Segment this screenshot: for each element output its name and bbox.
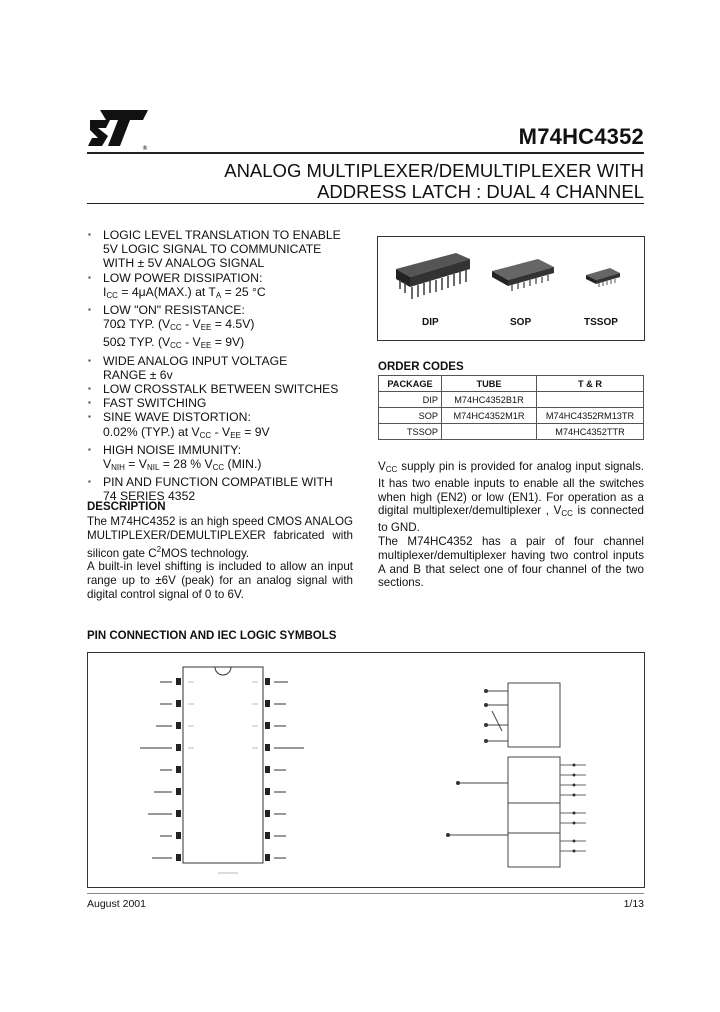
- pin-section-heading: PIN CONNECTION AND IEC LOGIC SYMBOLS: [87, 630, 337, 642]
- table-cell: M74HC4352B1R: [442, 392, 537, 408]
- feature-item: ▪ LOW CROSSTALK BETWEEN SWITCHES: [87, 382, 362, 396]
- column-header: PACKAGE: [379, 376, 442, 392]
- pin-diagram-box: [87, 652, 645, 888]
- table-cell: [537, 392, 644, 408]
- package-label-tssop: TSSOP: [584, 317, 618, 328]
- column-header: T & R: [537, 376, 644, 392]
- page-title: [224, 160, 644, 202]
- footer-date: August 2001: [87, 898, 146, 910]
- description-paragraph: A built-in level shifting is included to allow an input range up to ±6V (peak) for an analog signal with digital control signal of 0 to 6V.: [87, 560, 353, 601]
- table-cell: [442, 424, 537, 440]
- supply-paragraph: $V_{CC}$ supply pin is provided for analog input signals. It has two enable inputs to enable all the switches when high (EN2) or low (EN1). For operation as a digital multiplexer/demultiplexer , $V_{CC}$ is connected to GND.: [378, 460, 644, 535]
- tssop-package-image: [586, 268, 620, 287]
- st-logo: [86, 106, 152, 152]
- table-cell: DIP: [379, 392, 442, 408]
- feature-item: ▪ FAST SWITCHING: [87, 396, 362, 410]
- feature-item: ▪ LOW "ON" RESISTANCE: 70Ω TYP. $(V_{CC} - V_{EE} = 4.5V)$ 50Ω TYP. $(V_{CC} - V_{EE} = 9V)$: [87, 303, 362, 354]
- table-header-row: [379, 376, 644, 392]
- formula-ron2: 50Ω TYP. $(V_{CC} - V_{EE} = 9V)$: [103, 335, 245, 351]
- formula-icc: $I_{CC} = 4\mu A(MAX.)$ at $T_A = 25$ °C: [103, 284, 266, 300]
- table-cell: M74HC4352TTR: [537, 424, 644, 440]
- supply-text: [378, 460, 644, 590]
- feature-item: ▪ PIN AND FUNCTION COMPATIBLE WITH 74 SERIES 4352: [87, 475, 362, 503]
- feature-item: ▪ WIDE ANALOG INPUT VOLTAGE RANGE ± 6v: [87, 354, 362, 382]
- footer-rule: [87, 893, 644, 894]
- iec-logic-symbol: [446, 683, 586, 867]
- package-label-sop: SOP: [510, 317, 532, 328]
- title-line-1: ANALOG MULTIPLEXER/DEMULTIPLEXER WITH: [224, 160, 644, 181]
- sop-package-image: [492, 259, 554, 291]
- svg-text:®: ®: [142, 145, 148, 152]
- column-header: TUBE: [442, 376, 537, 392]
- page-number: 1/13: [623, 898, 644, 910]
- feature-item: ▪ HIGH NOISE IMMUNITY: $V_{NIH} = V_{NIL} = 28$ % $V_{CC}$ (MIN.): [87, 443, 362, 475]
- table-cell: SOP: [379, 408, 442, 424]
- table-cell: TSSOP: [379, 424, 442, 440]
- table-cell: M74HC4352M1R: [442, 408, 537, 424]
- description-text: [87, 515, 353, 602]
- table-cell: M74HC4352RM13TR: [537, 408, 644, 424]
- formula-ron1: 70Ω TYP. $(V_{CC} - V_{EE} = 4.5V)$: [103, 317, 255, 333]
- feature-item: ▪ SINE WAVE DISTORTION: 0.02% (TYP.) at $V_{CC} - V_{EE} = 9V$: [87, 410, 362, 442]
- title-line-2: ADDRESS LATCH : DUAL 4 CHANNEL: [317, 181, 644, 202]
- package-images: [377, 236, 645, 341]
- feature-item: ▪ LOW POWER DISSIPATION: $I_{CC} = 4\mu A(MAX.)$ at $T_A = 25$ °C: [87, 271, 362, 303]
- package-label-dip: DIP: [422, 317, 439, 328]
- order-codes-heading: ORDER CODES: [378, 361, 464, 373]
- table-row: [379, 392, 644, 408]
- description-paragraph: The M74HC4352 is an high speed CMOS ANALOG MULTIPLEXER/DEMULTIPLEXER fabricated with silicon gate $C^2MOS$ technology.: [87, 515, 353, 560]
- formula-thd: 0.02% (TYP.) at $V_{CC} - V_{EE} = 9V$: [103, 424, 270, 440]
- function-paragraph: The M74HC4352 has a pair of four channel multiplexer/demultiplexer having two control inputs A and B that select one of four channel of the two sections.: [378, 534, 644, 590]
- part-number: M74HC4352: [518, 124, 644, 149]
- dip-package-image: [396, 253, 470, 299]
- header-rule: [87, 152, 644, 154]
- feature-list: [87, 228, 362, 504]
- description-heading: DESCRIPTION: [87, 501, 166, 513]
- table-row: [379, 424, 644, 440]
- formula-vn: $V_{NIH} = V_{NIL} = 28$ % $V_{CC}$ (MIN.): [103, 457, 262, 473]
- feature-item: ▪ LOGIC LEVEL TRANSLATION TO ENABLE 5V LOGIC SIGNAL TO COMMUNICATE WITH ± 5V ANALOG SIGNAL: [87, 228, 362, 271]
- dip-pinout-diagram: [140, 667, 304, 873]
- table-row: [379, 408, 644, 424]
- order-codes-table: [378, 375, 644, 440]
- title-rule: [87, 203, 644, 204]
- pin-connection-drawing: [88, 653, 644, 887]
